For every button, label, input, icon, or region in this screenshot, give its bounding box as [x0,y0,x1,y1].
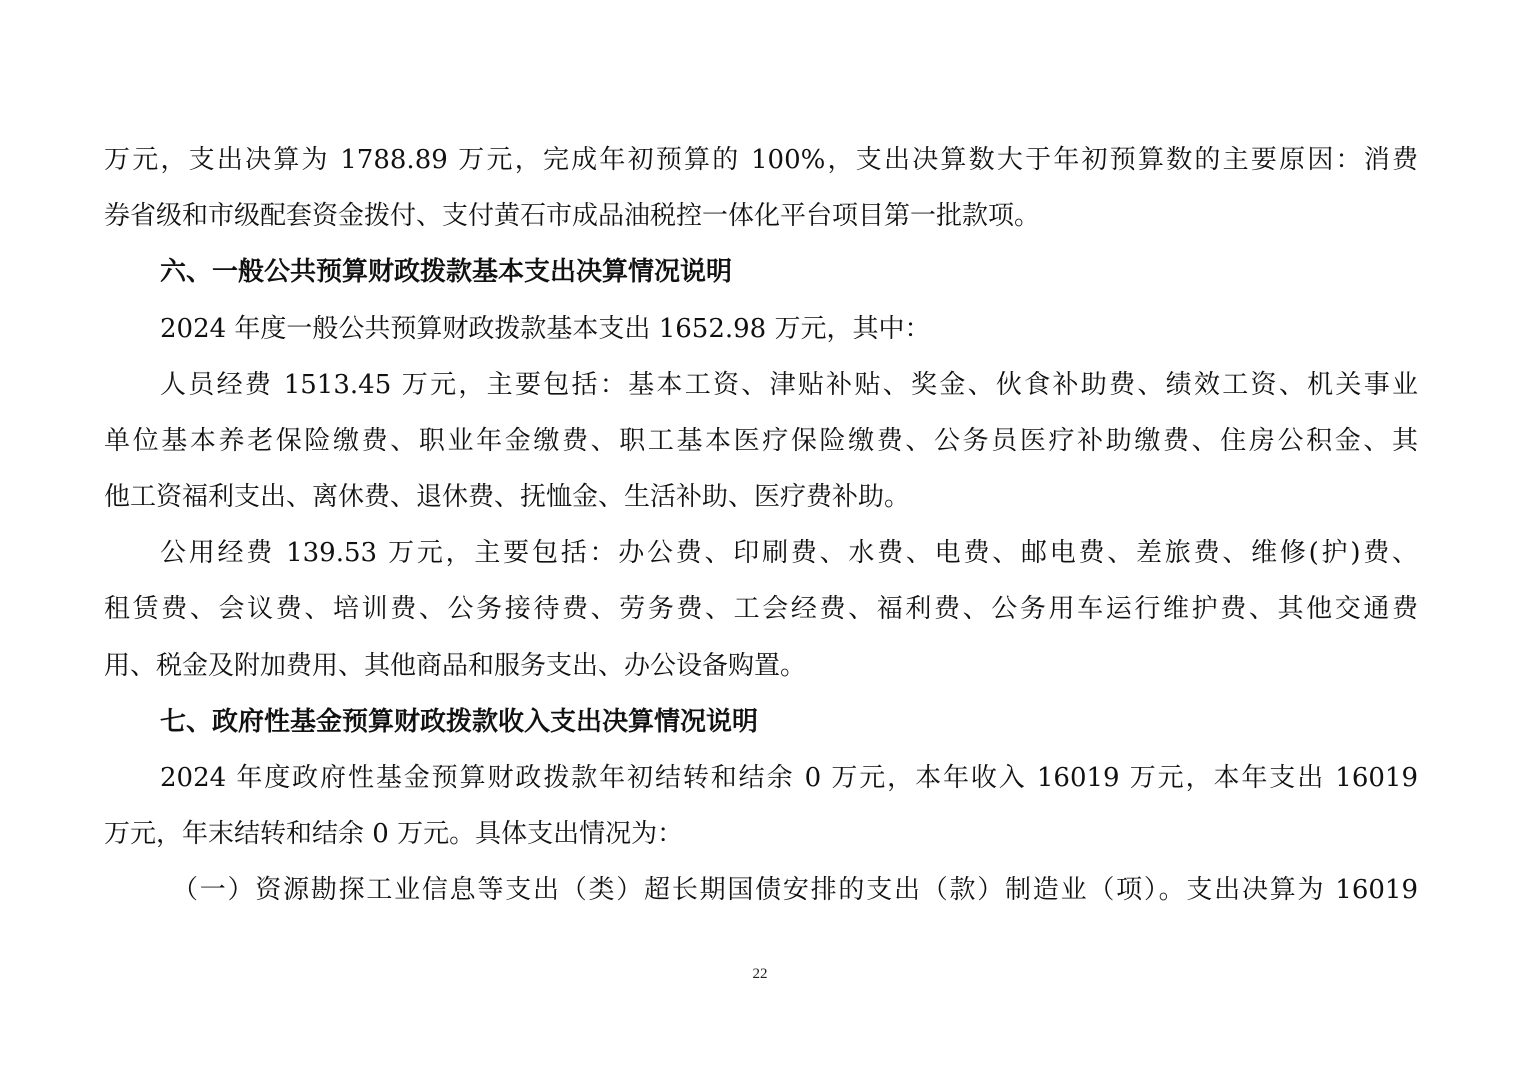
paragraph-line: （一）资源勘探工业信息等支出（类）超长期国债安排的支出（款）制造业（项）。支出决算为 16019 [172,875,1418,905]
paragraph-line: 2024 年度政府性基金预算财政拨款年初结转和结余 0 万元，本年收入 16019 万元，本年支出 16019 [160,763,1418,793]
paragraph-line: 他工资福利支出、离休费、退休费、抚恤金、生活补助、医疗费补助。 [104,482,911,512]
paragraph-line: 2024 年度一般公共预算财政拨款基本支出 1652.98 万元，其中： [160,314,931,344]
paragraph-line: 万元，年末结转和结余 0 万元。具体支出情况为： [104,819,684,849]
section-heading: 七、政府性基金预算财政拨款收入支出决算情况说明 [160,707,759,737]
section-heading: 六、一般公共预算财政拨款基本支出决算情况说明 [160,257,733,287]
paragraph-line: 公用经费 139.53 万元，主要包括：办公费、印刷费、水费、电费、邮电费、差旅费、维修(护)费、 [160,538,1418,568]
paragraph-line: 万元，支出决算为 1788.89 万元，完成年初预算的 100%，支出决算数大于年初预算数的主要原因：消费 [104,145,1418,175]
paragraph-line: 用、税金及附加费用、其他商品和服务支出、办公设备购置。 [104,651,807,681]
paragraph-line: 租赁费、会议费、培训费、公务接待费、劳务费、工会经费、福利费、公务用车运行维护费、其他交通费 [104,594,1418,624]
paragraph-line: 人员经费 1513.45 万元，主要包括：基本工资、津贴补贴、奖金、伙食补助费、绩效工资、机关事业 [160,370,1418,400]
page-number: 22 [752,966,768,982]
paragraph-line: 券省级和市级配套资金拨付、支付黄石市成品油税控一体化平台项目第一批款项。 [104,201,1041,231]
paragraph-line: 单位基本养老保险缴费、职业年金缴费、职工基本医疗保险缴费、公务员医疗补助缴费、住房公积金、其 [104,426,1418,456]
